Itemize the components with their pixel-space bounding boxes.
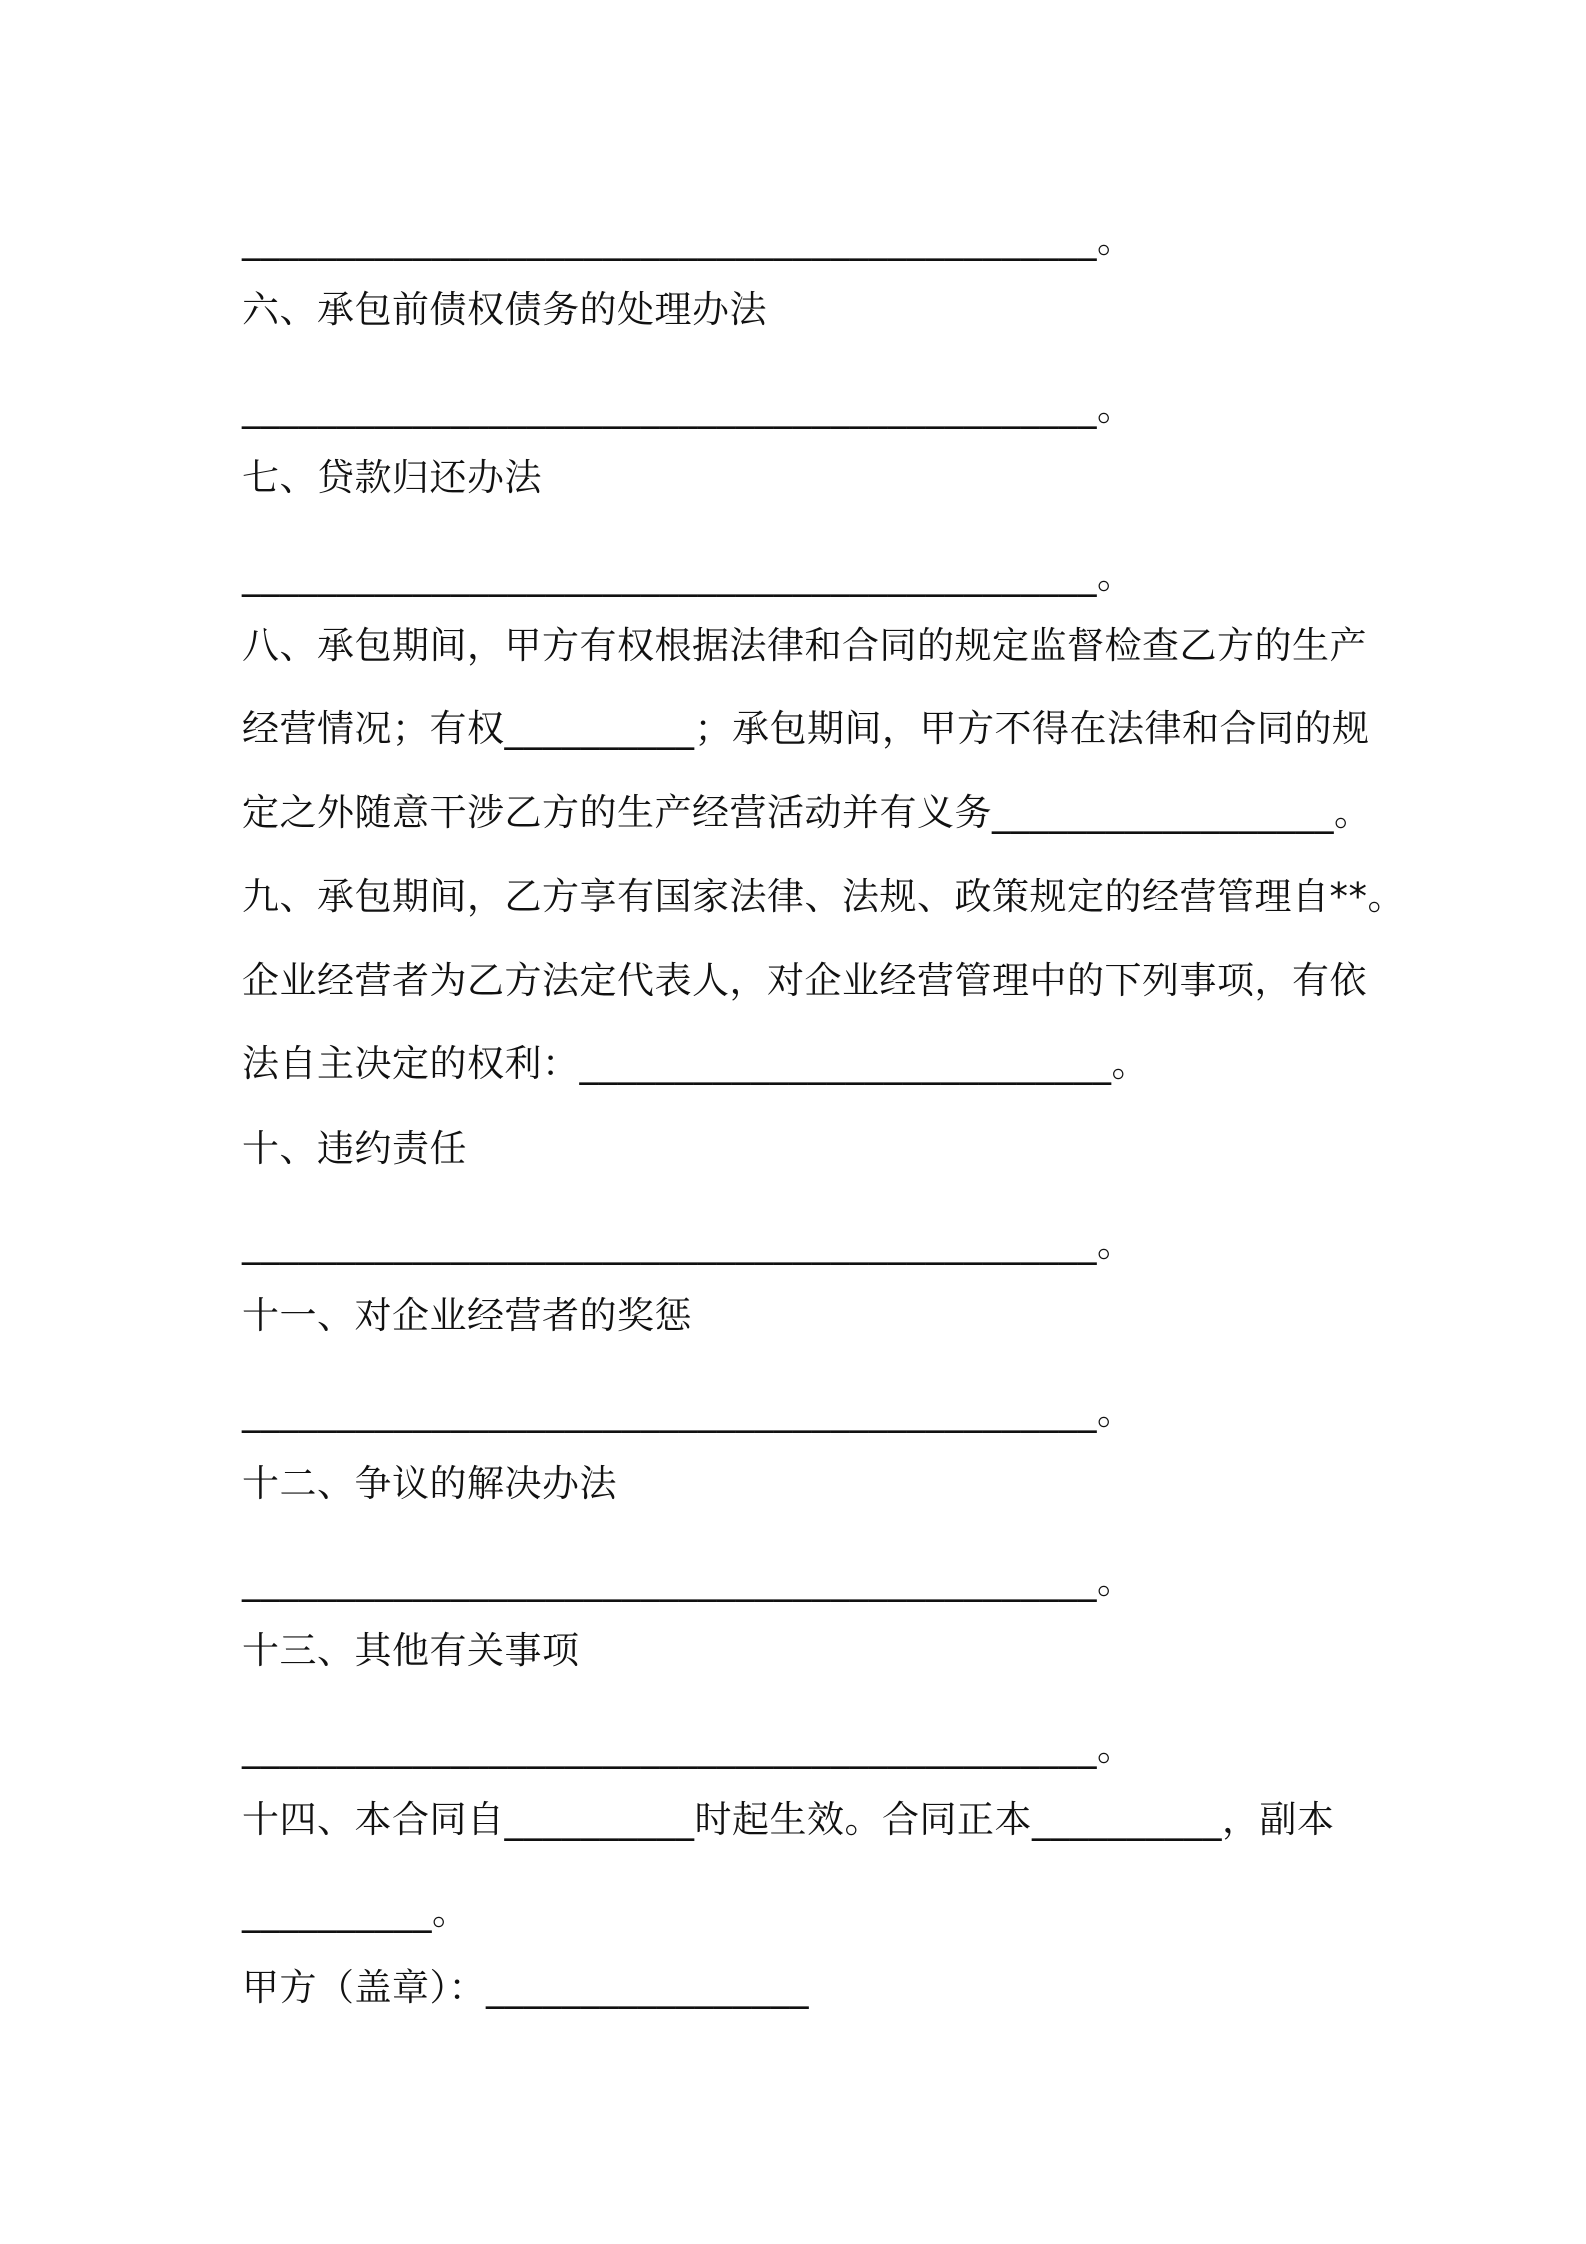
clause-10-heading: 十、违约责任 — [242, 1127, 467, 1170]
clause-8-line-2: 经营情况；有权__________；承包期间，甲方不得在法律和合同的规 — [242, 707, 1370, 750]
blank-line-11: _____________________________________________。 — [242, 1390, 1135, 1433]
clause-8-line-3: 定之外随意干涉乙方的生产经营活动并有义务__________________。 — [242, 791, 1372, 834]
blank-line-10: _____________________________________________。 — [242, 1222, 1135, 1265]
blank-line-12: _____________________________________________。 — [242, 1559, 1135, 1602]
blank-line-5: _____________________________________________。 — [242, 218, 1135, 261]
clause-9-line-2: 企业经营者为乙方法定代表人，对企业经营管理中的下列事项，有依 — [242, 959, 1367, 1002]
blank-line-13: _____________________________________________。 — [242, 1726, 1135, 1769]
clause-8-line-1: 八、承包期间，甲方有权根据法律和合同的规定监督检查乙方的生产 — [242, 624, 1367, 667]
blank-line-7: _____________________________________________。 — [242, 554, 1135, 597]
clause-14-line-2: __________。 — [242, 1890, 470, 1933]
clause-13-heading: 十三、其他有关事项 — [242, 1629, 580, 1672]
clause-11-heading: 十一、对企业经营者的奖惩 — [242, 1294, 692, 1337]
clause-9-line-3: 法自主决定的权利：____________________________。 — [242, 1042, 1149, 1085]
clause-14-line-1: 十四、本合同自__________时起生效。合同正本__________，副本 — [242, 1798, 1335, 1841]
clause-9-line-1: 九、承包期间，乙方享有国家法律、法规、政策规定的经营管理自**。 — [242, 875, 1405, 918]
clause-7-heading: 七、贷款归还办法 — [242, 456, 542, 499]
clause-6-heading: 六、承包前债权债务的处理办法 — [242, 288, 767, 331]
blank-line-6: _____________________________________________。 — [242, 386, 1135, 429]
party-a-seal-line: 甲方（盖章）：_________________ — [242, 1966, 809, 2009]
clause-12-heading: 十二、争议的解决办法 — [242, 1462, 617, 1505]
